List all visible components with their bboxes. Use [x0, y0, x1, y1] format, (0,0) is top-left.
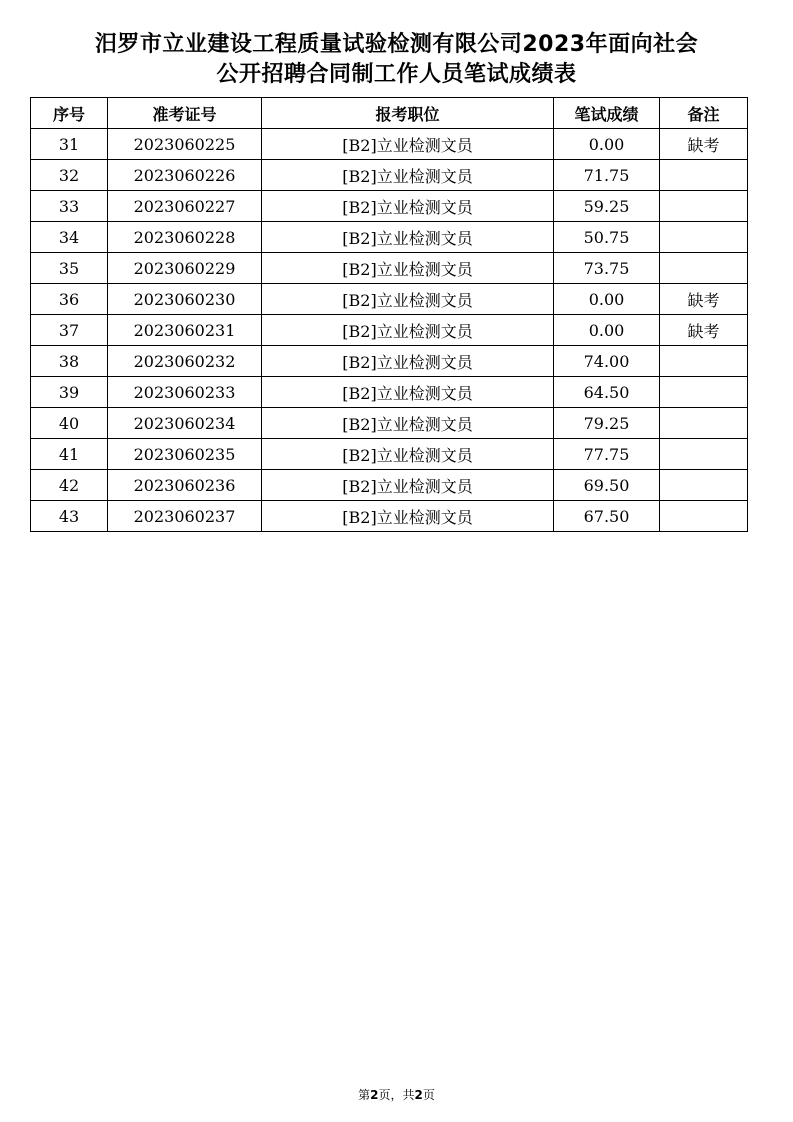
cell-score: 69.50: [554, 470, 660, 501]
cell-score: 67.50: [554, 501, 660, 532]
header-seq: 序号: [31, 98, 108, 129]
cell-remark: [660, 501, 748, 532]
cell-remark: [660, 160, 748, 191]
cell-exam-id: 2023060226: [108, 160, 262, 191]
table-row: [31, 408, 748, 439]
footer-suffix: 页: [422, 1088, 435, 1102]
cell-seq: 34: [31, 222, 108, 253]
cell-seq: 31: [31, 129, 108, 160]
cell-score: 0.00: [554, 315, 660, 346]
cell-remark: [660, 222, 748, 253]
cell-exam-id: 2023060230: [108, 284, 262, 315]
table-row: [31, 470, 748, 501]
cell-seq: 39: [31, 377, 108, 408]
cell-seq: 35: [31, 253, 108, 284]
footer-page-number: 2: [370, 1088, 379, 1102]
cell-remark: 缺考: [660, 284, 748, 315]
cell-position: [B2]立业检测文员: [262, 253, 554, 284]
header-remark: 备注: [660, 98, 748, 129]
cell-position: [B2]立业检测文员: [262, 346, 554, 377]
cell-seq: 32: [31, 160, 108, 191]
cell-seq: 42: [31, 470, 108, 501]
cell-score: 0.00: [554, 129, 660, 160]
cell-remark: [660, 408, 748, 439]
cell-position: [B2]立业检测文员: [262, 470, 554, 501]
footer-prefix: 第: [358, 1088, 371, 1102]
cell-exam-id: 2023060225: [108, 129, 262, 160]
header-exam-id: 准考证号: [108, 98, 262, 129]
cell-score: 79.25: [554, 408, 660, 439]
cell-score: 74.00: [554, 346, 660, 377]
cell-position: [B2]立业检测文员: [262, 377, 554, 408]
cell-position: [B2]立业检测文员: [262, 191, 554, 222]
cell-position: [B2]立业检测文员: [262, 439, 554, 470]
cell-exam-id: 2023060236: [108, 470, 262, 501]
cell-score: 73.75: [554, 253, 660, 284]
cell-score: 64.50: [554, 377, 660, 408]
cell-seq: 37: [31, 315, 108, 346]
table-row: [31, 129, 748, 160]
header-position: 报考职位: [262, 98, 554, 129]
cell-exam-id: 2023060237: [108, 501, 262, 532]
footer-middle: 页，共: [378, 1088, 415, 1102]
cell-position: [B2]立业检测文员: [262, 160, 554, 191]
table-header-row: [31, 98, 748, 129]
results-table: [30, 97, 748, 532]
cell-position: [B2]立业检测文员: [262, 284, 554, 315]
cell-remark: 缺考: [660, 315, 748, 346]
cell-score: 59.25: [554, 191, 660, 222]
table-body: [31, 129, 748, 532]
cell-remark: [660, 470, 748, 501]
cell-exam-id: 2023060228: [108, 222, 262, 253]
cell-exam-id: 2023060231: [108, 315, 262, 346]
cell-seq: 40: [31, 408, 108, 439]
cell-position: [B2]立业检测文员: [262, 501, 554, 532]
cell-position: [B2]立业检测文员: [262, 222, 554, 253]
cell-position: [B2]立业检测文员: [262, 129, 554, 160]
cell-remark: [660, 439, 748, 470]
cell-remark: [660, 253, 748, 284]
table-row: [31, 160, 748, 191]
table-row: [31, 346, 748, 377]
cell-exam-id: 2023060229: [108, 253, 262, 284]
cell-remark: 缺考: [660, 129, 748, 160]
table-row: [31, 253, 748, 284]
table-row: [31, 377, 748, 408]
table-row: [31, 191, 748, 222]
cell-exam-id: 2023060233: [108, 377, 262, 408]
cell-position: [B2]立业检测文员: [262, 315, 554, 346]
table-row: [31, 222, 748, 253]
cell-seq: 41: [31, 439, 108, 470]
cell-score: 71.75: [554, 160, 660, 191]
cell-seq: 36: [31, 284, 108, 315]
cell-exam-id: 2023060232: [108, 346, 262, 377]
cell-seq: 33: [31, 191, 108, 222]
cell-remark: [660, 346, 748, 377]
table-row: [31, 315, 748, 346]
document-title-line-2: 公开招聘合同制工作人员笔试成绩表: [216, 62, 577, 87]
header-score: 笔试成绩: [554, 98, 660, 129]
cell-position: [B2]立业检测文员: [262, 408, 554, 439]
cell-score: 77.75: [554, 439, 660, 470]
cell-exam-id: 2023060235: [108, 439, 262, 470]
cell-remark: [660, 377, 748, 408]
cell-seq: 38: [31, 346, 108, 377]
table-row: [31, 501, 748, 532]
cell-seq: 43: [31, 501, 108, 532]
footer-total-pages: 2: [414, 1088, 423, 1102]
cell-score: 0.00: [554, 284, 660, 315]
cell-exam-id: 2023060227: [108, 191, 262, 222]
table-row: [31, 439, 748, 470]
cell-remark: [660, 191, 748, 222]
page-footer: [0, 1086, 793, 1103]
table-row: [31, 284, 748, 315]
cell-score: 50.75: [554, 222, 660, 253]
cell-exam-id: 2023060234: [108, 408, 262, 439]
document-title-line-1: 汨罗市立业建设工程质量试验检测有限公司2023年面向社会: [94, 32, 699, 57]
